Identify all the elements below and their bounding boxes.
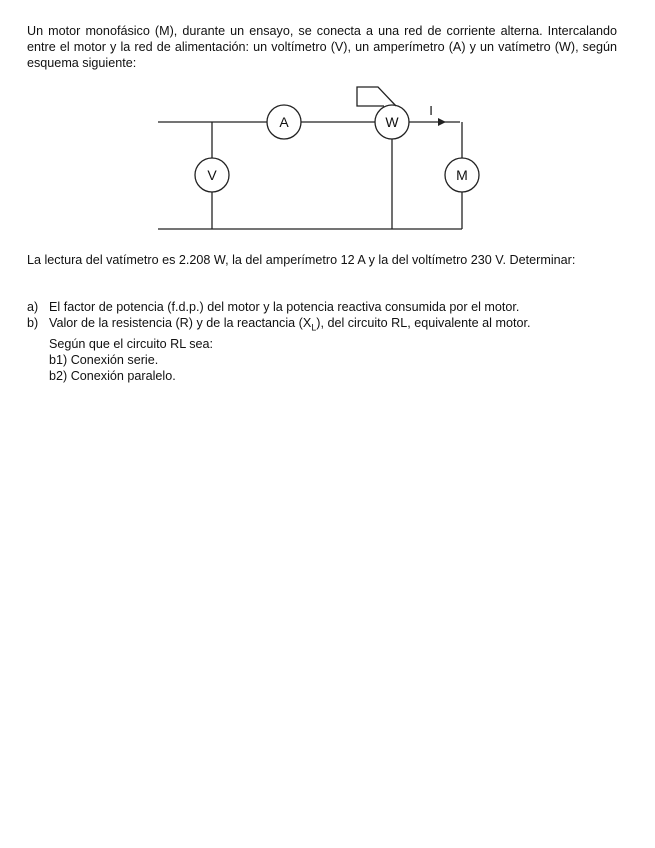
circuit-schematic xyxy=(150,82,490,232)
questions-list xyxy=(27,299,617,384)
ammeter-label: A xyxy=(279,114,289,130)
question-b-intro-line: Según que el circuito RL sea: xyxy=(49,336,214,351)
question-b-marker: b) xyxy=(27,316,39,330)
wattmeter-loop xyxy=(357,87,396,106)
current-label: I xyxy=(429,103,433,118)
question-a-text: El factor de potencia (f.d.p.) del motor y la potencia reactiva consumida por el motor. xyxy=(49,300,520,314)
motor-label: M xyxy=(456,167,468,183)
question-b2: b2) Conexión paralelo. xyxy=(49,368,176,383)
current-arrow-head xyxy=(438,118,446,126)
question-b1: b1) Conexión serie. xyxy=(49,352,159,367)
question-b-text-end: ), del circuito RL, equivalente al motor. xyxy=(316,316,531,330)
wattmeter-label: W xyxy=(385,114,399,130)
problem-statement: Un motor monofásico (M), durante un ensayo, se conecta a una red de corriente alterna. Intercalando entre el motor y la red de alimentación: un voltímetro (V), un amperímetro (A) y un vatímetro (W), según esquema siguiente: xyxy=(27,24,617,70)
question-a xyxy=(27,299,617,315)
reactance-subscript: L xyxy=(311,322,317,333)
voltmeter-label: V xyxy=(207,167,217,183)
circuit-diagram xyxy=(150,82,490,232)
question-b-text-start: Valor de la resistencia (R) y de la reactancia (X xyxy=(49,316,312,330)
measurement-readings: La lectura del vatímetro es 2.208 W, la del amperímetro 12 A y la del voltímetro 230 V. Determinar: xyxy=(27,253,576,267)
question-a-marker: a) xyxy=(27,300,39,314)
question-b xyxy=(27,315,617,384)
